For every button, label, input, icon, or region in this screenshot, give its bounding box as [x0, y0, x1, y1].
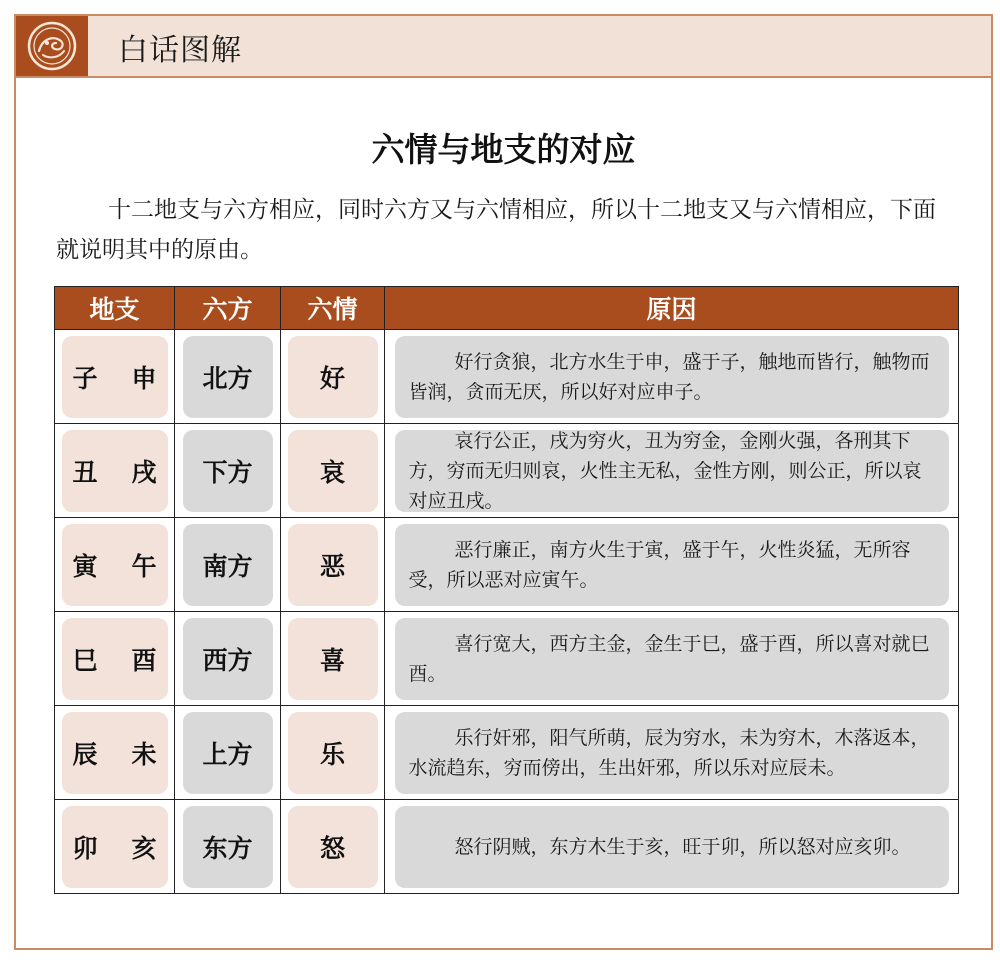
branch-cell: [55, 330, 175, 424]
reason-cell: [385, 424, 959, 518]
table-row: [55, 424, 959, 518]
direction-cell: [175, 330, 281, 424]
direction-chip: 西方: [183, 618, 273, 700]
direction-chip: 南方: [183, 524, 273, 606]
emotion-cell: [281, 330, 385, 424]
direction-cell: [175, 800, 281, 894]
branch-1: 辰: [72, 739, 98, 769]
branch-cell: [55, 800, 175, 894]
direction-cell: [175, 706, 281, 800]
table-row: [55, 612, 959, 706]
header-reason: 原因: [385, 287, 959, 330]
table-row: [55, 706, 959, 800]
reason-box: [395, 618, 949, 700]
reason-text: 喜行宽大，西方主金，金生于巳，盛于酉，所以喜对就巳酉。: [408, 632, 930, 685]
table-header-row: [55, 287, 959, 330]
reason-cell: [385, 330, 959, 424]
reason-cell: [385, 706, 959, 800]
reason-box: [395, 336, 949, 418]
branch-chip: [62, 712, 168, 794]
direction-cell: [175, 612, 281, 706]
reason-text: 好行贪狼，北方水生于申，盛于子，触地而皆行，触物而皆润，贪而无厌，所以好对应申子。: [408, 350, 930, 403]
branch-chip: [62, 430, 168, 512]
branch-chip: [62, 336, 168, 418]
branch-2: 戌: [131, 457, 157, 487]
page-title: 六情与地支的对应: [371, 130, 636, 169]
reason-text: 乐行奸邪，阳气所萌，辰为穷水，未为穷木，木落返本，水流趋东，穷而傍出，生出奸邪，所以乐对应辰未。: [408, 726, 930, 779]
branch-cell: [55, 612, 175, 706]
reason-text: 恶行廉正，南方火生于寅，盛于午，火性炎猛，无所容受，所以恶对应寅午。: [408, 538, 911, 591]
branch-chip: [62, 806, 168, 888]
branch-chip: [62, 618, 168, 700]
correspondence-table: [54, 286, 959, 894]
emotion-chip: 好: [288, 336, 378, 418]
header-branch: 地支: [55, 287, 175, 330]
branch-2: 未: [131, 739, 157, 769]
branch-2: 申: [131, 363, 157, 393]
direction-cell: [175, 424, 281, 518]
emotion-cell: [281, 706, 385, 800]
reason-cell: [385, 612, 959, 706]
branch-2: 酉: [131, 645, 157, 675]
reason-cell: [385, 800, 959, 894]
intro-paragraph: 十二地支与六方相应，同时六方又与六情相应，所以十二地支又与六情相应，下面就说明其中的原由。: [56, 197, 936, 263]
emotion-chip: 恶: [288, 524, 378, 606]
ornament-seal-icon: [27, 21, 77, 71]
direction-chip: 北方: [183, 336, 273, 418]
branch-1: 寅: [72, 551, 98, 581]
table-row: [55, 800, 959, 894]
header-bar: [16, 16, 991, 78]
branch-cell: [55, 424, 175, 518]
table-row: [55, 518, 959, 612]
direction-cell: [175, 518, 281, 612]
branch-1: 巳: [72, 645, 98, 675]
reason-box: [395, 430, 949, 512]
reason-text: 怒行阴贼，东方木生于亥，旺于卯，所以怒对应亥卯。: [454, 835, 911, 858]
emotion-cell: [281, 424, 385, 518]
branch-chip: [62, 524, 168, 606]
reason-box: [395, 806, 949, 888]
branch-2: 午: [131, 551, 157, 581]
emotion-chip: 哀: [288, 430, 378, 512]
emotion-cell: [281, 800, 385, 894]
branch-1: 子: [72, 363, 98, 393]
direction-chip: 东方: [183, 806, 273, 888]
emotion-chip: 乐: [288, 712, 378, 794]
branch-1: 丑: [72, 457, 98, 487]
emotion-cell: [281, 612, 385, 706]
direction-chip: 上方: [183, 712, 273, 794]
reason-text: 哀行公正，戌为穷火，丑为穷金，金刚火强，各刑其下方，穷而无归则哀，火性主无私，金性方刚，则公正，所以哀对应丑戌。: [408, 429, 922, 512]
reason-cell: [385, 518, 959, 612]
logo-box: [16, 16, 88, 76]
direction-chip: 下方: [183, 430, 273, 512]
branch-1: 卯: [72, 833, 98, 863]
branch-2: 亥: [131, 833, 157, 863]
header-direction: 六方: [175, 287, 281, 330]
emotion-cell: [281, 518, 385, 612]
header-title: 白话图解: [118, 33, 242, 68]
emotion-chip: 怒: [288, 806, 378, 888]
reason-box: [395, 524, 949, 606]
reason-box: [395, 712, 949, 794]
emotion-chip: 喜: [288, 618, 378, 700]
header-emotion: 六情: [281, 287, 385, 330]
table-row: [55, 330, 959, 424]
branch-cell: [55, 706, 175, 800]
branch-cell: [55, 518, 175, 612]
page-frame: [14, 14, 993, 950]
